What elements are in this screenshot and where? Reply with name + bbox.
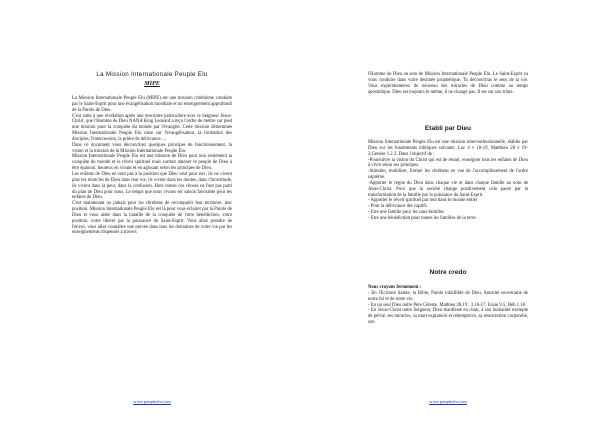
established-body (368, 140, 528, 222)
page-title: La Mission Internationale Peuple Elu (96, 71, 208, 78)
footer-link[interactable]: www.peupleelu.com (429, 399, 467, 404)
paragraph: C'est maintenant ou jamais pour les chrétiens de reconquérir leur territoire, leur position. Mission Internationale Peuple Elu est là pour vous éclairer par la Parole de Dieu et vous aider dans la bataille de la conquête de votre bénédiction, votre position, votre liberté par la puissance du Saint-Esprit. Vous allez prendre de l'envol, vous allez connaître une percée dans tous les domaines de votre vie par les enseignements dispensés à travers (72, 201, 232, 236)
list-item: - Etre une famille pour les sans-familles (368, 210, 444, 216)
credo-label: Nous croyons fermement : (368, 285, 422, 290)
section-heading-established: Etabli par Dieu (424, 125, 472, 132)
paragraph: l'Homme de Dieu au sein de Mission Internationale Peuple Elu. Le Saint-Esprit va vous conduire dans votre destinée prophétique. Tu découvriras le sens de ta vie. Vous expérimenterez de nouveau des miracles de Dieu comme au temps apostolique. Dieu est toujours le même, il ne change pas. Il est sur son trône. (368, 72, 528, 95)
list-item: -Apporter le règne du Dieu dans chaque vie et dans chaque famille au nom de Jésus-Christ. Pour que la société change positivement cela passe par la transformation de la famille par la puissance du Saint-Esprit. (368, 180, 528, 198)
list-item: - Etre une bénédiction pour toutes les familles de la terre. (368, 215, 477, 221)
paragraph: Mission Internationale Peuple Elu est une mission interconfessionnelle, établie par Dieu sur les fondements bibliques suivants: Luc 4 v 18-19, Matthieu 28 v 19-2,Genèse 1.2.3. Dans l'objectif de : (368, 140, 528, 157)
page-subtitle: MIPE (144, 80, 160, 87)
paragraph: Dans ce document vous découvrirez quelques principes de fonctionnement, la vision et la mission de la Mission Internationale Peuple Elu. (72, 142, 232, 154)
paragraph: La Mission Internationale Peuple Elu (MIPE) est une mission chrétienne conduite par le Saint-Esprit pour une évangélisation mondiale et un enseignement approfondi de la Parole de Dieu. (72, 96, 232, 113)
list-item: - Pour la délivrance des captifs (368, 204, 427, 210)
list-item: - Apporter le réveil spirituel par tout dans le monde entier (368, 198, 478, 204)
paragraph: Mission Internationale Peuple Elu est une mission de Dieu pour non seulement la conquête du monde et le réveil spirituel mais surtout amener le peuple de Dieu à être épanoui, heureux en vivant et en agissant selon les principes de Dieu. (72, 154, 232, 172)
paragraph: Les enfants de Dieu ne sont pas à la position que Dieu veut pour eux, ils ne vivent plus les miracles de Dieu dans leur vie, ils vivent dans les doutes, dans l'incertitude, ils vivent dans la peur, dans la confusion. Hors toutes ces choses ne font pas parti du plan de Dieu pour nous. Le temps que nous vivons est saison favorable pour les enfants de Dieu. (72, 171, 232, 201)
credo-body (368, 285, 528, 326)
footer-link[interactable]: www.peupleelu.com (133, 399, 171, 404)
left-page (72, 0, 232, 424)
continued-text (368, 72, 528, 95)
section-heading-credo: Notre credo (429, 269, 467, 276)
right-page (368, 0, 528, 424)
list-item: -Poursuivre la vision du Christ qui est de réunir, enseigner tous les enfants de Dieu à vivre selon ses principes. (368, 157, 528, 169)
paragraph: C'est suite à une révélation après une rencontre particulière avec le Seigneur Jésus-Christ, que l'Homme de Dieu NANA King Leonard a reçu l'ordre de mettre sur pied une mission pour la conquête du monde par l'évangile. Cette mission dénommée Mission Internationale Peuple Elu mise sur l'évangélisation, la formation des disciples, l'intercession, la prière de délivrance…. (72, 113, 232, 142)
list-item: - En un seul Dieu notre Père Céleste. Mathieu 28.19 ; 3.16-17, Esaie 9.5, Héb 1.18 (368, 302, 525, 308)
list-item: - En l'Ecriture Sainte, la Bible, Parole infaillible de Dieu, Autorité souveraine de notre foi et de notre vie. (368, 290, 528, 302)
intro-body (72, 96, 232, 236)
list-item: -Stimuler, mobiliser, former les chrétiens en vue de l'accomplissement de l'ordre suprême. (368, 169, 528, 181)
list-item: - En Jésus-Christ notre Seigneur, Dieu manifesté en chair, à son humanité exempte de péché, ses miracles, sa mort expiatoire et rédemptrice, sa résurrection corporelle, son (368, 308, 528, 326)
